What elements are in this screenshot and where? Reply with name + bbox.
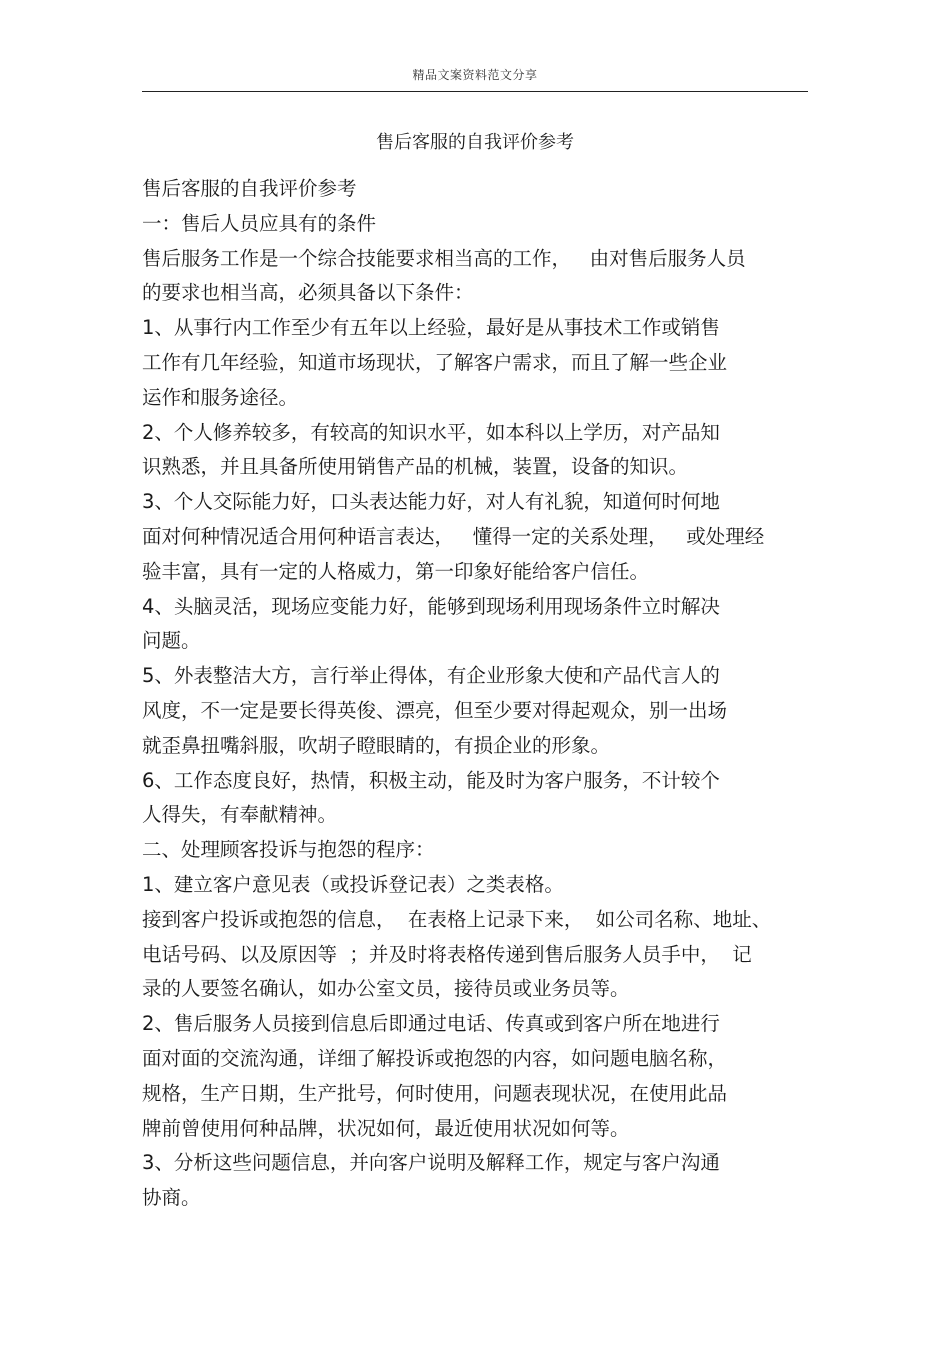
body-line: 3、分析这些问题信息，并向客户说明及解释工作，规定与客户沟通 bbox=[142, 1151, 720, 1175]
body-line: 规格，生产日期，生产批号，何时使用，问题表现状况，在使用此品 bbox=[142, 1081, 728, 1105]
body-line: 问题。 bbox=[142, 629, 201, 653]
body-line: 5、外表整洁大方，言行举止得体，有企业形象大使和产品代言人的 bbox=[142, 664, 720, 688]
body-line: 售后客服的自我评价参考 bbox=[142, 177, 357, 200]
body-line: 工作有几年经验，知道市场现状，了解客户需求，而且了解一些企业 bbox=[142, 350, 728, 374]
body-line: 电话号码、以及原因等 ；并及时将表格传递到售后服务人员手中， 记 bbox=[142, 942, 752, 966]
body-line: 识熟悉，并且具备所使用销售产品的机械，装置，设备的知识。 bbox=[142, 455, 689, 479]
body-line: 面对何种情况适合用何种语言表达， 懂得一定的关系处理， 或处理经 bbox=[142, 524, 765, 548]
body-line: 风度，不一定是要长得英俊、漂亮，但至少要对得起观众，别一出场 bbox=[142, 698, 728, 722]
body-line: 一：售后人员应具有的条件 bbox=[142, 211, 377, 235]
body-line: 1、从事行内工作至少有五年以上经验，最好是从事技术工作或销售 bbox=[142, 316, 720, 340]
body-line: 运作和服务途径。 bbox=[142, 385, 299, 409]
body-line: 6、工作态度良好，热情，积极主动，能及时为客户服务，不计较个 bbox=[142, 768, 720, 792]
body-line: 人得失，有奉献精神。 bbox=[142, 803, 338, 827]
document-body bbox=[142, 172, 808, 1216]
header-divider bbox=[142, 91, 808, 92]
body-line: 牌前曾使用何种品牌，状况如何，最近使用状况如何等。 bbox=[142, 1116, 630, 1140]
body-line: 的要求也相当高，必须具备以下条件： bbox=[142, 281, 474, 305]
body-line: 3、个人交际能力好，口头表达能力好，对人有礼貌，知道何时何地 bbox=[142, 490, 720, 514]
body-line: 2、售后服务人员接到信息后即通过电话、传真或到客户所在地进行 bbox=[142, 1012, 720, 1036]
body-line: 1、建立客户意见表（或投诉登记表）之类表格。 bbox=[142, 872, 564, 896]
body-line: 二、处理顾客投诉与抱怨的程序： bbox=[142, 838, 435, 862]
body-line: 验丰富，具有一定的人格威力，第一印象好能给客户信任。 bbox=[142, 559, 650, 583]
body-line: 接到客户投诉或抱怨的信息， 在表格上记录下来， 如公司名称、地址、 bbox=[142, 907, 772, 931]
body-line: 录的人要签名确认，如办公室文员，接待员或业务员等。 bbox=[142, 977, 630, 1001]
body-line: 4、头脑灵活，现场应变能力好，能够到现场利用现场条件立时解决 bbox=[142, 594, 720, 618]
body-line: 售后服务工作是一个综合技能要求相当高的工作， 由对售后服务人员 bbox=[142, 246, 746, 270]
body-line: 面对面的交流沟通，详细了解投诉或抱怨的内容，如问题电脑名称， bbox=[142, 1046, 728, 1070]
document-title: 售后客服的自我评价参考 bbox=[376, 132, 574, 153]
body-line: 2、个人修养较多，有较高的知识水平，如本科以上学历，对产品知 bbox=[142, 420, 720, 444]
body-line: 协商。 bbox=[142, 1186, 201, 1210]
header-text: 精品文案资料范文分享 bbox=[412, 68, 538, 82]
body-line: 就歪鼻扭嘴斜服，吹胡子瞪眼睛的，有损企业的形象。 bbox=[142, 733, 611, 757]
